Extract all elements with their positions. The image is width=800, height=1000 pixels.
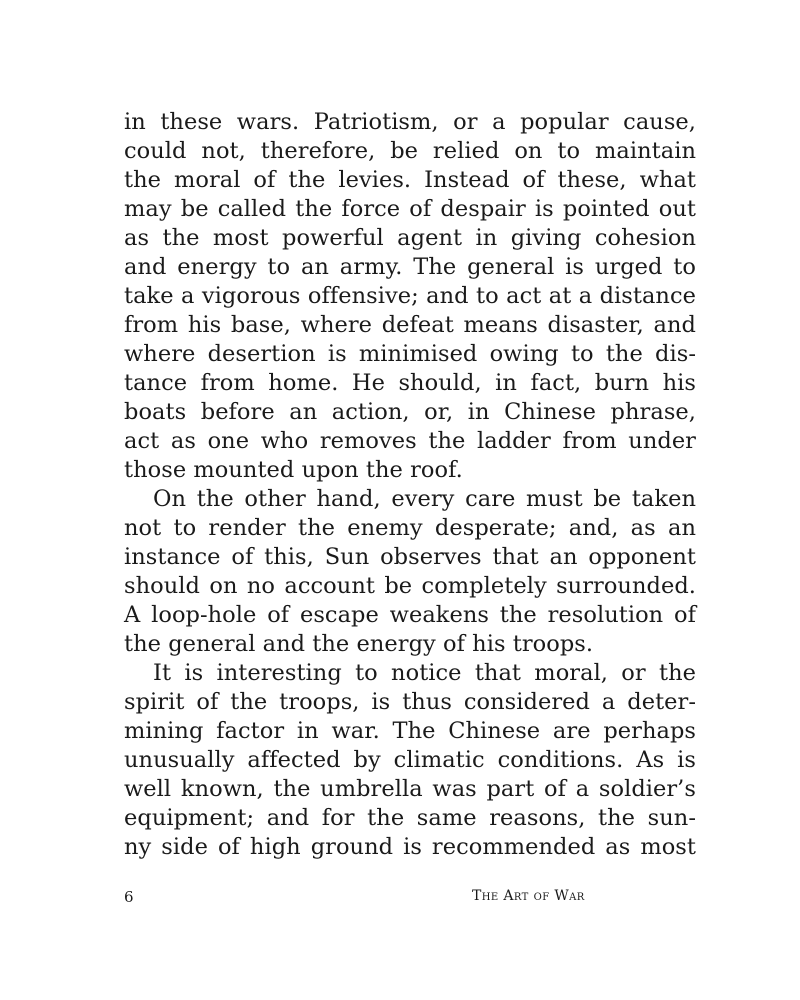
text-line: in these wars. Patriotism, or a popular cause, — [124, 109, 696, 135]
text-line: spirit of the troops, is thus considered a deter- — [124, 689, 696, 715]
text-line: may be called the force of despair is pointed out — [124, 196, 696, 222]
text-line: ny side of high ground is recommended as most — [124, 834, 696, 860]
text-line: from his base, where defeat means disaster, and — [124, 312, 696, 338]
text-line: act as one who removes the ladder from under — [124, 428, 696, 454]
text-line: boats before an action, or, in Chinese phrase, — [124, 399, 696, 425]
text-line: take a vigorous offensive; and to act at a distance — [124, 283, 696, 309]
text-line: the general and the energy of his troops. — [124, 631, 594, 657]
text-line: A loop-hole of escape weakens the resolution of — [124, 602, 696, 628]
text-line: the moral of the levies. Instead of these, what — [124, 167, 696, 193]
text-line: not to render the enemy desperate; and, as an — [124, 515, 696, 541]
body-text — [124, 108, 696, 862]
text-line: On the other hand, every care must be taken — [153, 486, 696, 512]
text-line: It is interesting to notice that moral, or the — [153, 660, 696, 686]
text-line: could not, therefore, be relied on to maintain — [124, 138, 696, 164]
text-line: equipment; and for the same reasons, the sun- — [124, 805, 696, 831]
running-title: The Art of War — [472, 888, 585, 904]
text-line: where desertion is minimised owing to the dis- — [124, 341, 696, 367]
text-line: and energy to an army. The general is urged to — [124, 254, 696, 280]
text-line: well known, the umbrella was part of a soldier’s — [124, 776, 696, 802]
page-number: 6 — [124, 888, 134, 906]
text-line: tance from home. He should, in fact, burn his — [124, 370, 696, 396]
text-line: mining factor in war. The Chinese are perhaps — [124, 718, 696, 744]
text-line: those mounted upon the roof. — [124, 457, 463, 483]
text-line: unusually affected by climatic conditions. As is — [124, 747, 696, 773]
page-footer — [124, 888, 696, 908]
text-line: instance of this, Sun observes that an opponent — [124, 544, 696, 570]
text-line: should on no account be completely surrounded. — [124, 573, 696, 599]
text-line: as the most powerful agent in giving cohesion — [124, 225, 696, 251]
